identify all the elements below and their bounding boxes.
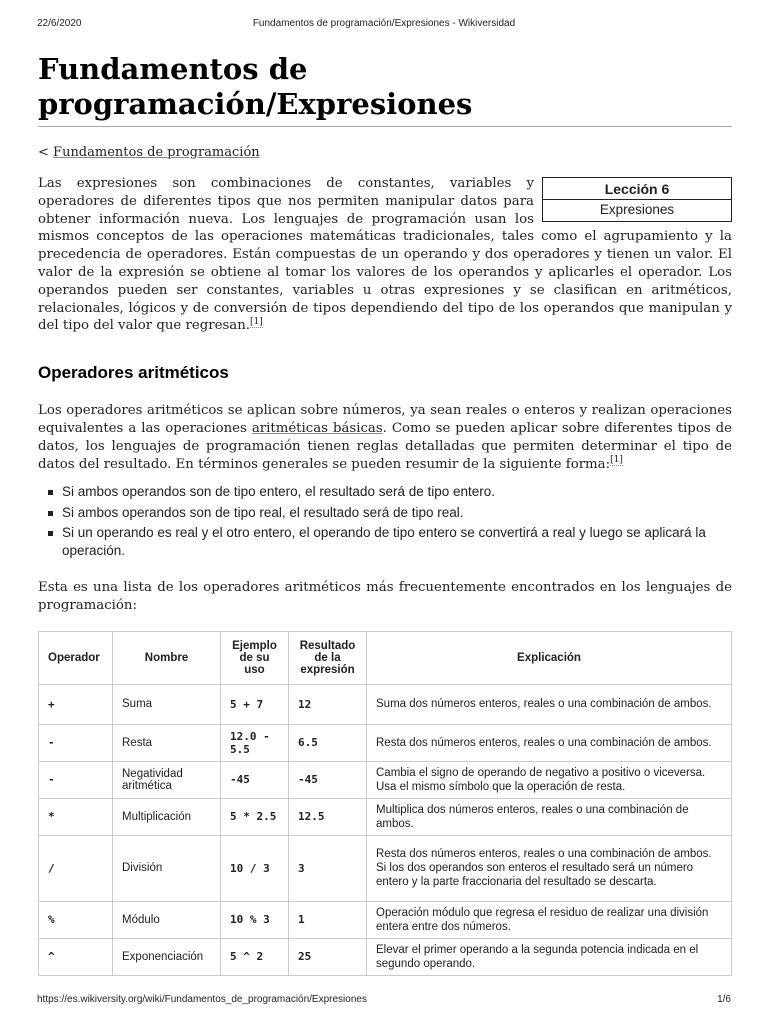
- cell-example: 5 * 2.5: [221, 798, 289, 835]
- cell-operator: -: [39, 761, 113, 798]
- cell-operator: ^: [39, 938, 113, 975]
- cell-result: 6.5: [289, 724, 367, 761]
- cell-operator: %: [39, 901, 113, 938]
- reference-link[interactable]: [1]: [610, 455, 623, 466]
- breadcrumb: [38, 144, 732, 162]
- table-row: [39, 835, 732, 901]
- cell-operator: +: [39, 684, 113, 724]
- cell-example: -45: [221, 761, 289, 798]
- table-row: [39, 724, 732, 761]
- cell-operator: *: [39, 798, 113, 835]
- list-intro-paragraph: Esta es una lista de los operadores aritméticos más frecuentemente encontrados en los lenguajes de programación:: [38, 580, 732, 614]
- reference-link[interactable]: [1]: [250, 316, 263, 327]
- list-item: Si ambos operandos son de tipo entero, el resultado será de tipo entero.: [62, 483, 732, 501]
- cell-name: Resta: [113, 724, 221, 761]
- cell-result: 25: [289, 938, 367, 975]
- article-content: [38, 52, 732, 976]
- col-header-result: Resultado de la expresión: [289, 631, 367, 684]
- col-header-explanation: Explicación: [367, 631, 732, 684]
- table-row: [39, 901, 732, 938]
- lesson-infobox: [542, 177, 732, 222]
- print-title: Fundamentos de programación/Expresiones - Wikiversidad: [252, 18, 516, 29]
- col-header-example: Ejemplo de su uso: [221, 631, 289, 684]
- cell-explanation: Multiplica dos números enteros, reales o una combinación de ambos.: [367, 798, 732, 835]
- cell-operator: -: [39, 724, 113, 761]
- col-header-name: Nombre: [113, 631, 221, 684]
- cell-name: División: [113, 835, 221, 901]
- print-date: 22/6/2020: [37, 18, 82, 29]
- rules-list: [38, 483, 732, 559]
- cell-explanation: Cambia el signo de operando de negativo a positivo o viceversa. Usa el mismo símbolo que la operación de resta.: [367, 761, 732, 798]
- table-row: [39, 684, 732, 724]
- table-row: [39, 938, 732, 975]
- lesson-title: Lección 6: [543, 178, 731, 200]
- cell-name: Exponenciación: [113, 938, 221, 975]
- cell-explanation: Resta dos números enteros, reales o una combinación de ambos.: [367, 724, 732, 761]
- cell-explanation: Suma dos números enteros, reales o una combinación de ambos.: [367, 684, 732, 724]
- cell-example: 5 ^ 2: [221, 938, 289, 975]
- cell-example: 10 / 3: [221, 835, 289, 901]
- operators-table: [38, 631, 732, 976]
- cell-example: 10 % 3: [221, 901, 289, 938]
- cell-result: 12: [289, 684, 367, 724]
- table-row: [39, 798, 732, 835]
- cell-result: 12.5: [289, 798, 367, 835]
- para-text-end: . Como se pueden aplicar sobre diferentes tipos de datos, los lenguajes de programación tienen reglas detalladas que permiten determinar el tipo de datos del resultado. En términos generales se pueden resumir de la siguiente forma:: [38, 420, 732, 472]
- lesson-subtitle: Expresiones: [599, 202, 675, 217]
- cell-example: 12.0 - 5.5: [221, 724, 289, 761]
- cell-result: 1: [289, 901, 367, 938]
- cell-operator: /: [39, 835, 113, 901]
- breadcrumb-prefix: <: [38, 145, 49, 160]
- table-header-row: [39, 631, 732, 684]
- cell-result: -45: [289, 761, 367, 798]
- cell-name: Suma: [113, 684, 221, 724]
- table-row: [39, 761, 732, 798]
- print-footer: [0, 992, 768, 1008]
- section-heading: Operadores aritméticos: [38, 363, 229, 383]
- page-title: Fundamentos de programación/Expresiones: [38, 52, 732, 127]
- cell-explanation: Elevar el primer operando a la segunda potencia indicada en el segundo operando.: [367, 938, 732, 975]
- intro-section: [38, 175, 732, 335]
- section-paragraph: [38, 402, 732, 473]
- page-number: 1/6: [717, 994, 731, 1005]
- cell-explanation: Resta dos números enteros, reales o una combinación de ambos. Si los dos operandos son enteros el resultado será un número entero y la parte fraccionaria del resultado se descarta.: [367, 835, 732, 901]
- col-header-operator: Operador: [39, 631, 113, 684]
- print-header: [0, 14, 768, 30]
- cell-name: Negatividad aritmética: [113, 761, 221, 798]
- cell-result: 3: [289, 835, 367, 901]
- intro-text: Las expresiones son combinaciones de constantes, variables y operadores de diferentes tipos que nos permiten manipular datos para obtener información nueva. Los lenguajes de programación usan los mismos conceptos de las operaciones matemáticas tradicionales, tales como el agrupamiento y la precedencia de operadores. Están compuestas de un operando y dos operadores y tienen un valor. El valor de la expresión se obtiene al tomar los valores de los operandos y aplicarles el operador. Los operandos pueden ser constantes, variables u otras expresiones y se clasifican en aritméticos, relacionales, lógicos y de conversión de tipos dependiendo del tipo de los operandos que manipulan y del tipo del valor que regresan.: [38, 176, 732, 334]
- cell-name: Multiplicación: [113, 798, 221, 835]
- print-url: https://es.wikiversity.org/wiki/Fundamentos_de_programación/Expresiones: [37, 994, 367, 1005]
- arithmetic-link[interactable]: aritméticas básicas: [251, 420, 383, 436]
- cell-example: 5 + 7: [221, 684, 289, 724]
- breadcrumb-link[interactable]: Fundamentos de programación: [53, 145, 260, 160]
- para-text-start: Los operadores aritméticos se aplican sobre números, ya sean reales o enteros y realizan operaciones equivalentes a las operaciones: [38, 403, 732, 436]
- list-item: Si un operando es real y el otro entero, el operando de tipo entero se convertirá a real y luego se aplicará la operación.: [62, 524, 732, 559]
- list-item: Si ambos operandos son de tipo real, el resultado será de tipo real.: [62, 504, 732, 522]
- cell-explanation: Operación módulo que regresa el residuo de realizar una división entera entre dos números.: [367, 901, 732, 938]
- cell-name: Módulo: [113, 901, 221, 938]
